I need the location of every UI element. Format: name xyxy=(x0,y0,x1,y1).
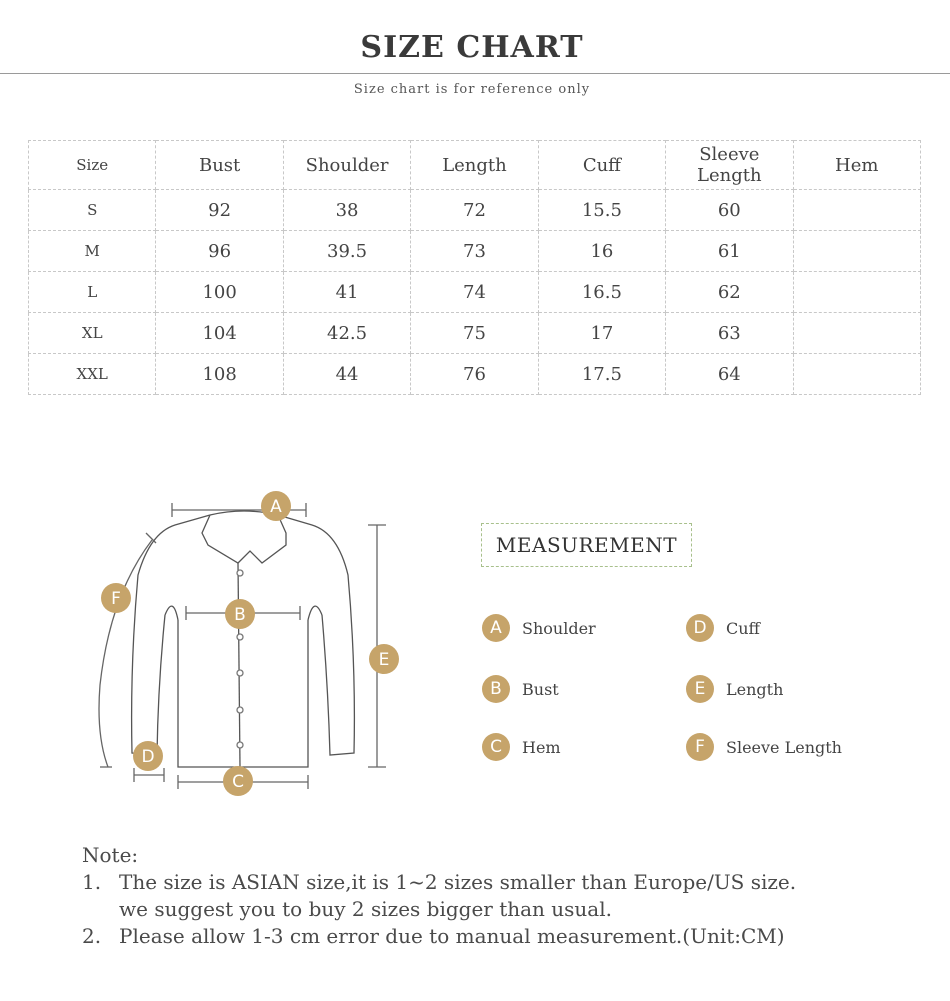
table-row xyxy=(29,354,921,395)
marker-a-label: A xyxy=(270,497,282,517)
legend-item-length xyxy=(686,675,783,703)
table-cell: 17 xyxy=(538,313,665,354)
column-header-hem: Hem xyxy=(793,141,920,190)
legend-item-cuff xyxy=(686,614,760,642)
note-number: 1. xyxy=(82,870,102,894)
column-header-shoulder: Shoulder xyxy=(283,141,410,190)
legend-label-shoulder: Shoulder xyxy=(522,618,596,638)
table-row xyxy=(29,231,921,272)
table-header-row xyxy=(29,141,921,190)
note-item xyxy=(82,923,942,950)
shirt-diagram xyxy=(90,485,410,805)
table-cell: 41 xyxy=(283,272,410,313)
table-cell: 75 xyxy=(411,313,538,354)
table-cell: 74 xyxy=(411,272,538,313)
table-cell: 72 xyxy=(411,190,538,231)
table-cell: 96 xyxy=(156,231,283,272)
legend-label-bust: Bust xyxy=(522,679,559,699)
table-row xyxy=(29,190,921,231)
table-cell: 38 xyxy=(283,190,410,231)
legend-item-bust xyxy=(482,675,559,703)
table-cell: XL xyxy=(29,313,156,354)
legend-badge-b: B xyxy=(482,675,510,703)
table-cell: 16 xyxy=(538,231,665,272)
legend-label-length: Length xyxy=(726,679,784,699)
marker-c-label: C xyxy=(232,772,244,792)
legend-badge-e: E xyxy=(686,675,714,703)
table-cell: 73 xyxy=(411,231,538,272)
note-text: we suggest you to buy 2 sizes bigger than usual. xyxy=(119,897,612,921)
table-cell: 42.5 xyxy=(283,313,410,354)
marker-f-label: F xyxy=(111,589,121,609)
legend-badge-c: C xyxy=(482,733,510,761)
table-cell: 39.5 xyxy=(283,231,410,272)
size-table xyxy=(28,140,921,395)
page-subtitle: Size chart is for reference only xyxy=(353,82,591,97)
table-cell: L xyxy=(29,272,156,313)
table-cell: 61 xyxy=(666,231,793,272)
legend-badge-d: D xyxy=(686,614,714,642)
table-cell xyxy=(793,272,920,313)
table-cell: 76 xyxy=(411,354,538,395)
table-cell: S xyxy=(29,190,156,231)
column-header-sleeve-length: Sleeve Length xyxy=(666,141,793,190)
legend-label-cuff: Cuff xyxy=(726,618,760,638)
column-header-size: Size xyxy=(29,141,156,190)
note-text: The size is ASIAN size,it is 1~2 sizes smaller than Europe/US size. xyxy=(119,870,797,894)
table-cell: 15.5 xyxy=(538,190,665,231)
table-row xyxy=(29,313,921,354)
table-cell: 17.5 xyxy=(538,354,665,395)
legend-item-shoulder xyxy=(482,614,596,642)
table-cell: 63 xyxy=(666,313,793,354)
table-cell: 44 xyxy=(283,354,410,395)
marker-d-label: D xyxy=(141,747,155,767)
measurement-heading: MEASUREMENT xyxy=(481,523,692,567)
table-cell: 100 xyxy=(156,272,283,313)
note-number: 2. xyxy=(82,924,102,948)
table-cell xyxy=(793,313,920,354)
table-cell: 62 xyxy=(666,272,793,313)
page-title: SIZE CHART xyxy=(360,30,584,65)
table-cell: 64 xyxy=(666,354,793,395)
table-cell: 16.5 xyxy=(538,272,665,313)
marker-e-label: E xyxy=(378,650,390,670)
table-cell xyxy=(793,354,920,395)
note-text: Please allow 1-3 cm error due to manual measurement.(Unit:CM) xyxy=(119,924,785,948)
note-heading: Note: xyxy=(82,843,139,867)
legend-badge-a: A xyxy=(482,614,510,642)
title-divider xyxy=(0,73,950,74)
table-row xyxy=(29,272,921,313)
note-section xyxy=(82,842,942,950)
table-cell: 60 xyxy=(666,190,793,231)
table-cell xyxy=(793,231,920,272)
table-cell: XXL xyxy=(29,354,156,395)
marker-b-label: B xyxy=(234,605,246,625)
column-header-cuff: Cuff xyxy=(538,141,665,190)
legend-label-sleeve-length: Sleeve Length xyxy=(726,737,842,757)
legend-item-hem xyxy=(482,733,561,761)
column-header-bust: Bust xyxy=(156,141,283,190)
table-cell: 104 xyxy=(156,313,283,354)
note-item xyxy=(82,869,942,923)
table-cell: M xyxy=(29,231,156,272)
table-cell xyxy=(793,190,920,231)
table-cell: 108 xyxy=(156,354,283,395)
legend-label-hem: Hem xyxy=(522,737,561,757)
column-header-length: Length xyxy=(411,141,538,190)
table-cell: 92 xyxy=(156,190,283,231)
legend-badge-f: F xyxy=(686,733,714,761)
legend-item-sleeve-length xyxy=(686,733,842,761)
